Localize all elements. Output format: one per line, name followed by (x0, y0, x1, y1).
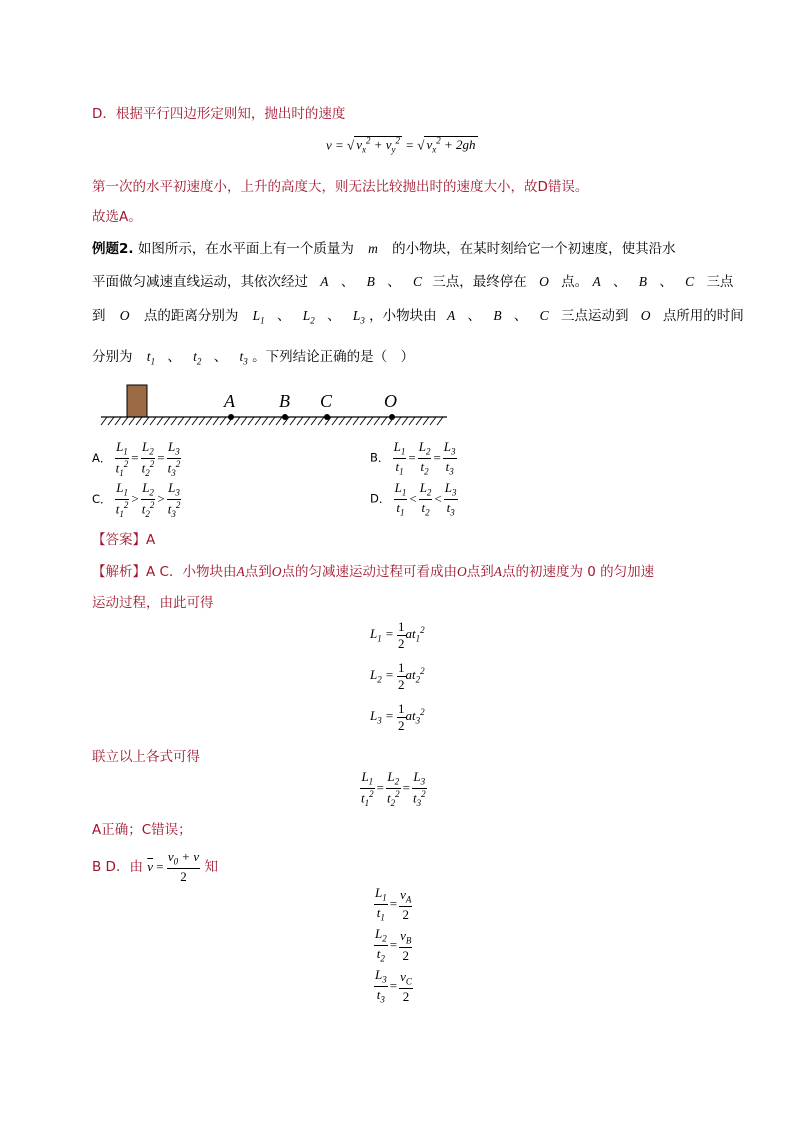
option-b-label: B． (370, 450, 390, 465)
example-line-3: 到 O 点的距离分别为 $L_1$ 、 $L_2$ 、 $L_3$ ，小物块由 A 、 B 、 C 三点运动到 O 点所用的时间 (92, 308, 744, 326)
point-label: O (119, 308, 130, 323)
analysis-line-2: 运动过程，由此可得 (92, 595, 214, 611)
eq-l2: $L_2$ = $\frac{1}{2}$ $at_2^2$ (370, 660, 425, 692)
eq-lt2: $\frac{L_2}{t_2}$ = $\frac{v_B}{2}$ (375, 926, 412, 964)
example-text: 三点 (706, 274, 734, 290)
example-text: 的小物块，在某时刻给它一个初速度，使其沿水 (392, 241, 676, 257)
option-d[interactable]: D． $\frac{L_1}{t_1}$ < $\frac{L_2}{t_2}$ < $\frac{L_3}{t_3}$ (370, 480, 457, 518)
eq-l1: $L_1$ = $\frac{1}{2}$ $at_1^2$ (370, 619, 425, 651)
motion-diagram (95, 378, 455, 430)
option-c-label: C． (92, 492, 112, 507)
point-o-dot (389, 414, 395, 420)
answer-label: 【答案】 (92, 532, 146, 548)
option-d-label: D． (370, 491, 391, 506)
example-title: 例题2. (92, 241, 134, 257)
part-d-label: D．根据平行四边形定则知，抛出时的速度 (92, 106, 346, 122)
analysis-combine: 联立以上各式可得 (92, 749, 200, 765)
block (127, 385, 147, 417)
eq-lt1: $\frac{L_1}{t_1}$ = $\frac{v_A}{2}$ (375, 885, 412, 923)
point-label: C (539, 308, 549, 323)
example-text: 平面做匀减速直线运动，其依次经过 (92, 274, 308, 290)
option-a[interactable]: A． $\frac{L_1}{t_1^2}$ = $\frac{L_2}{t_2^2}$ = $\frac{L_3}{t_3^2}$ (92, 439, 181, 478)
analysis-bd-line: B D．由 $\overline{v}$ = $\frac{v_0 + v}{2}$ 知 (92, 849, 218, 885)
point-label: B (366, 274, 375, 289)
example-text: 到 (92, 308, 106, 324)
example-text: 三点运动到 (560, 308, 629, 324)
separator: 、 (659, 274, 673, 290)
point-c-dot (324, 414, 330, 420)
point-label: A (446, 308, 456, 323)
separator: 、 (167, 349, 181, 365)
mass-symbol: m (368, 241, 378, 256)
separator: 、 (387, 274, 401, 290)
point-b-dot (282, 414, 288, 420)
separator: 、 (327, 308, 341, 324)
example-text: 三点，最终停在 (432, 274, 527, 290)
option-a-label: A． (92, 451, 112, 466)
analysis-text: 点到 (244, 564, 272, 580)
separator: 、 (276, 308, 291, 324)
separator: 、 (213, 349, 228, 365)
answer-line (92, 528, 155, 548)
analysis-text: 点的初速度为 0 的匀加速 (501, 564, 655, 580)
analysis-verdict: A正确；C错误； (92, 822, 192, 838)
separator: 、 (513, 308, 528, 324)
eq-lt3: $\frac{L_3}{t_3}$ = $\frac{v_C}{2}$ (375, 967, 412, 1005)
option-c[interactable]: C． $\frac{L_1}{t_1^2}$ > $\frac{L_2}{t_2^2}$ > $\frac{L_3}{t_3^2}$ (92, 480, 181, 519)
point-label: C (685, 274, 695, 289)
point-a-dot (228, 414, 234, 420)
diagram-label-c: C (320, 391, 333, 411)
example-text: 如图所示，在水平面上有一个质量为 (137, 241, 354, 257)
answer-choice-line: 故选A。 (92, 209, 142, 225)
point-label: B (638, 274, 648, 289)
point-label: A (320, 274, 329, 289)
example-text: 。下列结论正确的是（ ） (252, 349, 415, 365)
point-label: B (493, 308, 502, 323)
point-label: A (493, 564, 502, 579)
diagram-label-b: B (279, 391, 290, 411)
point-label: O (539, 274, 549, 289)
separator: 、 (467, 308, 482, 324)
example-text: 点的距离分别为 (143, 308, 239, 324)
analysis-text: A C．小物块由 (146, 564, 237, 580)
point-label: O (456, 564, 467, 579)
separator: 、 (612, 274, 627, 290)
analysis-text: B D．由 (92, 858, 143, 875)
analysis-label: 【解析】 (92, 564, 146, 580)
point-label: O (640, 308, 651, 323)
example-line-2 (92, 270, 733, 290)
analysis-text: 点到 (466, 564, 494, 580)
analysis-text: 点的匀减速运动过程可看成由 (281, 564, 457, 580)
eq-ratio-squared: $\frac{L_1}{t_1^2}$ = $\frac{L_2}{t_2^2}$ = $\frac{L_3}{t_3^2}$ (361, 769, 426, 808)
point-label: O (271, 564, 282, 579)
diagram-label-a: A (224, 391, 235, 411)
example-line-1 (92, 237, 676, 257)
example-text: 点所用的时间 (662, 308, 744, 324)
analysis-line-1 (92, 560, 654, 580)
velocity-formula: v = √ $v_x^2 + v_y^2$ = √ $v_x^2 + 2gh$ (326, 136, 476, 155)
part-d-conclusion: 第一次的水平初速度小，上升的高度大，则无法比较抛出时的速度大小，故D错误。 (92, 179, 589, 195)
example-text: 分别为 (92, 349, 133, 365)
diagram-label-o: O (384, 391, 397, 411)
example-text: 点。 (561, 274, 589, 290)
answer-value: A (146, 532, 156, 548)
example-line-4: 分别为 $t_1$ 、 $t_2$ 、 $t_3$ 。下列结论正确的是（ ） (92, 349, 415, 367)
analysis-text: 知 (204, 858, 218, 875)
separator: 、 (340, 274, 355, 290)
eq-l3: $L_3$ = $\frac{1}{2}$ $at_3^2$ (370, 701, 425, 733)
point-label: A (236, 564, 245, 579)
point-label: C (412, 274, 422, 289)
option-b[interactable]: B． $\frac{L_1}{t_1}$ = $\frac{L_2}{t_2}$ = $\frac{L_3}{t_3}$ (370, 439, 456, 477)
point-label: A (592, 274, 601, 289)
example-text: ，小物块由 (369, 308, 437, 324)
